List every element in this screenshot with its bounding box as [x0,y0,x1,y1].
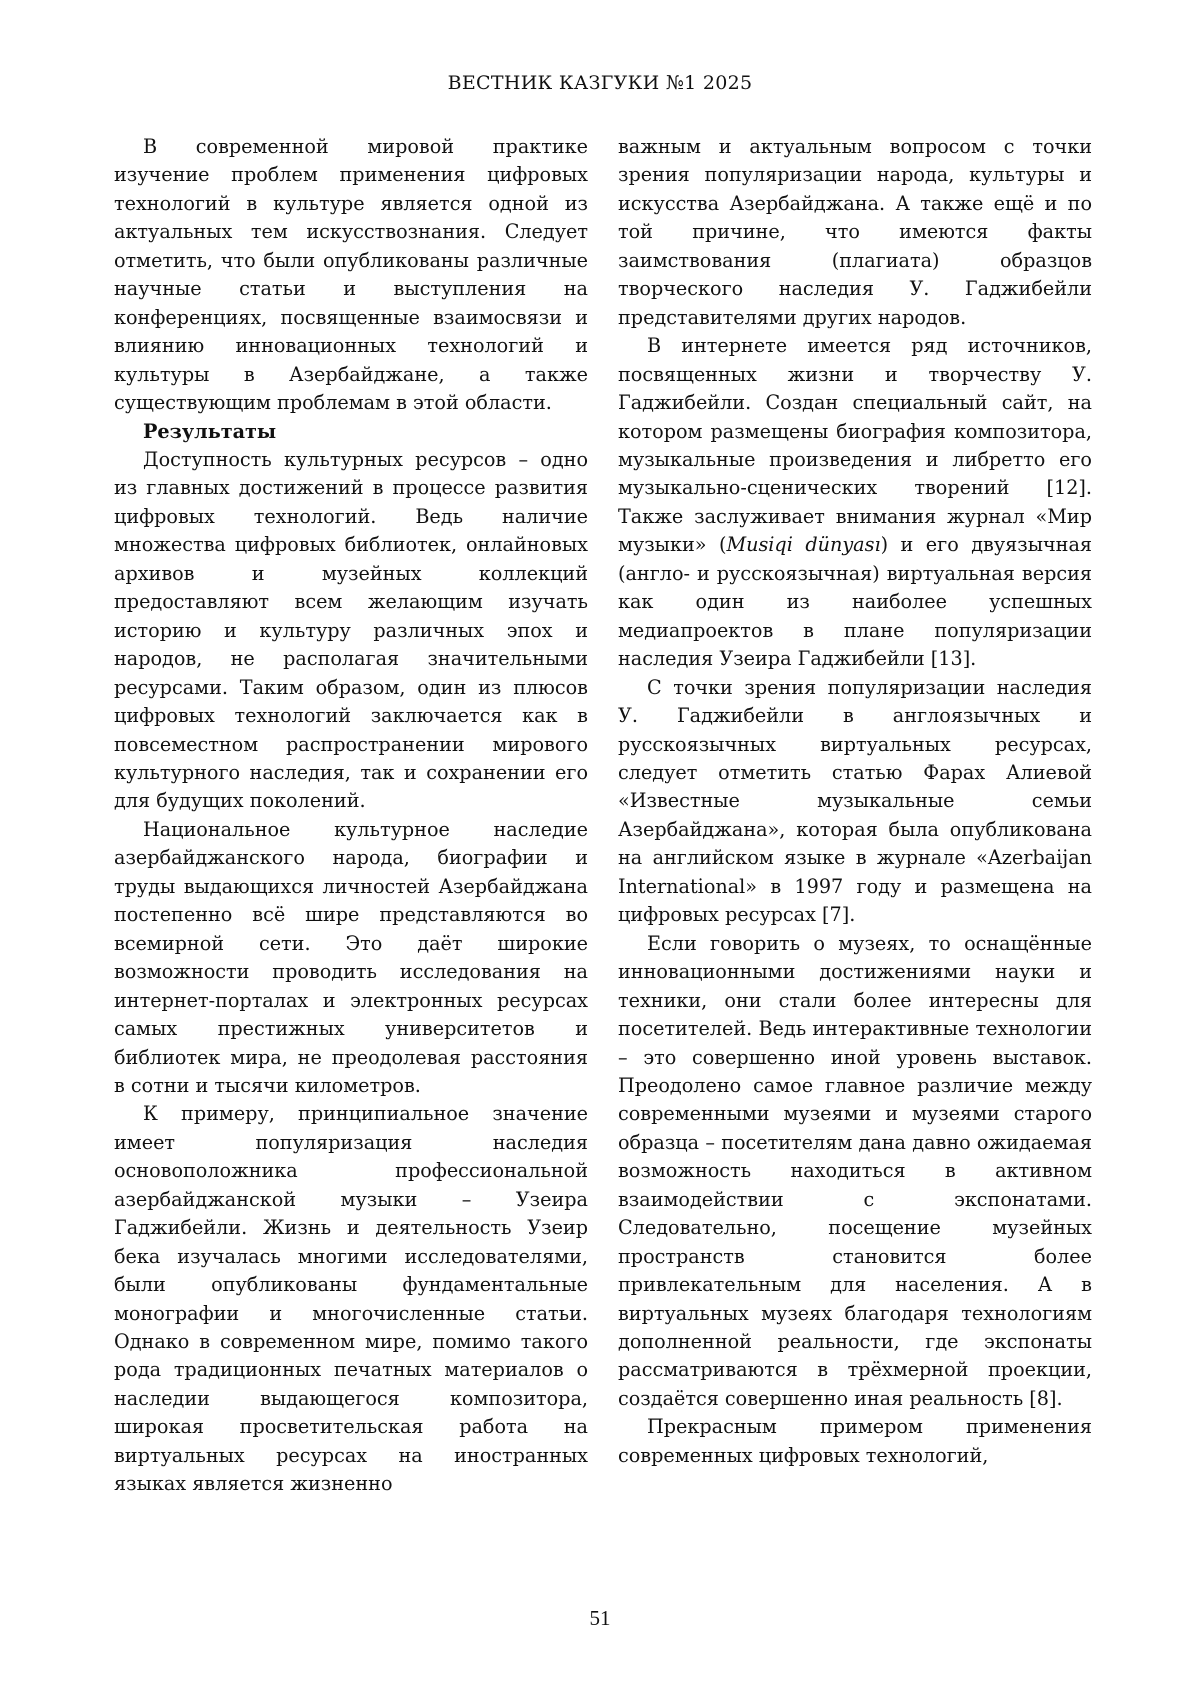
journal-title-italic: Musiqi dünyası [726,533,881,557]
paragraph-text: ) и его двуязычная (англо- и русскоязычная) виртуальная версия как один из наиболее успешных медиапроектов в плане популяризации наследия Узеира Гаджибейли [13]. [618,533,1092,671]
paragraph: Национальное культурное наследие азербайджанского народа, биографии и труды выдающихся личностей Азербайджана постепенно всё шире представляются во всемирной сети. Это даёт широкие возможности проводить исследования на интернет-порталах и электронных ресурсах самых престижных университетов и библиотек мира, не преодолевая расстояния в сотни и тысячи километров. [114,817,588,1097]
paragraph: В современной мировой практике изучение проблем применения цифровых технологий в культуре является одной из актуальных тем искусствознания. Следует отметить, что были опубликованы различные научные статьи и выступления на конференциях, посвященные взаимосвязи и влиянию инновационных технологий и культуры в Азербайджане, а также существующим проблемам в этой области. [114,135,588,415]
running-header: ВЕСТНИК КАЗГУКИ №1 2025 [447,72,753,94]
page-number: 51 [589,1606,611,1630]
section-heading-results: Результаты [143,419,277,443]
paragraph: С точки зрения популяризации наследия У. Гаджибейли в англоязычных и русскоязычных виртуальных ресурсах, следует отметить статью Фарах Алиевой «Известные музыкальные семьи Азербайджана», которая была опубликована на английском языке в журнале «Azerbaijan International» в 1997 году и размещена на цифровых ресурсах [7]. [618,675,1092,927]
left-column [114,133,588,1499]
paragraph-text: В интернете имеется ряд источников, посвященных жизни и творчеству У. Гаджибейли. Создан специальный сайт, на котором размещены биография композитора, музыкальные произведения и либретто его музыкально-сценических творений [12]. Также заслуживает внимания журнал «Мир музыки» ( [618,334,1092,557]
paragraph: Доступность культурных ресурсов – одно из главных достижений в процессе развития цифровых технологий. Ведь наличие множества цифровых библиотек, онлайновых архивов и музейных коллекций предоставляют всем желающим изучать историю и культуру различных эпох и народов, не располагая значительными ресурсами. Таким образом, один из плюсов цифровых технологий заключается как в повсеместном распространении мирового культурного наследия, так и сохранении его для будущих поколений. [114,447,588,813]
paragraph: Если говорить о музеях, то оснащённые инновационными достижениями науки и техники, они стали более интересны для посетителей. Ведь интерактивные технологии – это совершенно иной уровень выставок. Преодолено самое главное различие между современными музеями и музеями старого образца – посетителям дана давно ожидаемая возможность находиться в активном взаимодействии с экспонатами. Следовательно, посещение музейных пространств становится более привлекательным для населения. А в виртуальных музеях благодаря технологиям дополненной реальности, где экспонаты рассматриваются в трёхмерной проекции, создаётся совершенно иная реальность [8]. [618,931,1092,1410]
paragraph [618,332,1092,673]
paragraph: К примеру, принципиальное значение имеет популяризация наследия основоположника профессиональной азербайджанской музыки – Узеира Гаджибейли. Жизнь и деятельность Узеир бека изучалась многими исследователями, были опубликованы фундаментальные монографии и многочисленные статьи. Однако в современном мире, помимо такого рода традиционных печатных материалов о наследии выдающегося композитора, широкая просветительская работа на виртуальных ресурсах на иностранных языках является жизненно [114,1102,588,1496]
paragraph: Прекрасным примером применения современных цифровых технологий, [618,1415,1092,1467]
right-column [618,133,1092,1470]
paragraph-continued: важным и актуальным вопросом с точки зрения популяризации народа, культуры и искусства Азербайджана. А также ещё и по той причине, что имеются факты заимствования (плагиата) образцов творческого наследия У. Гаджибейли представителями других народов. [618,135,1092,329]
